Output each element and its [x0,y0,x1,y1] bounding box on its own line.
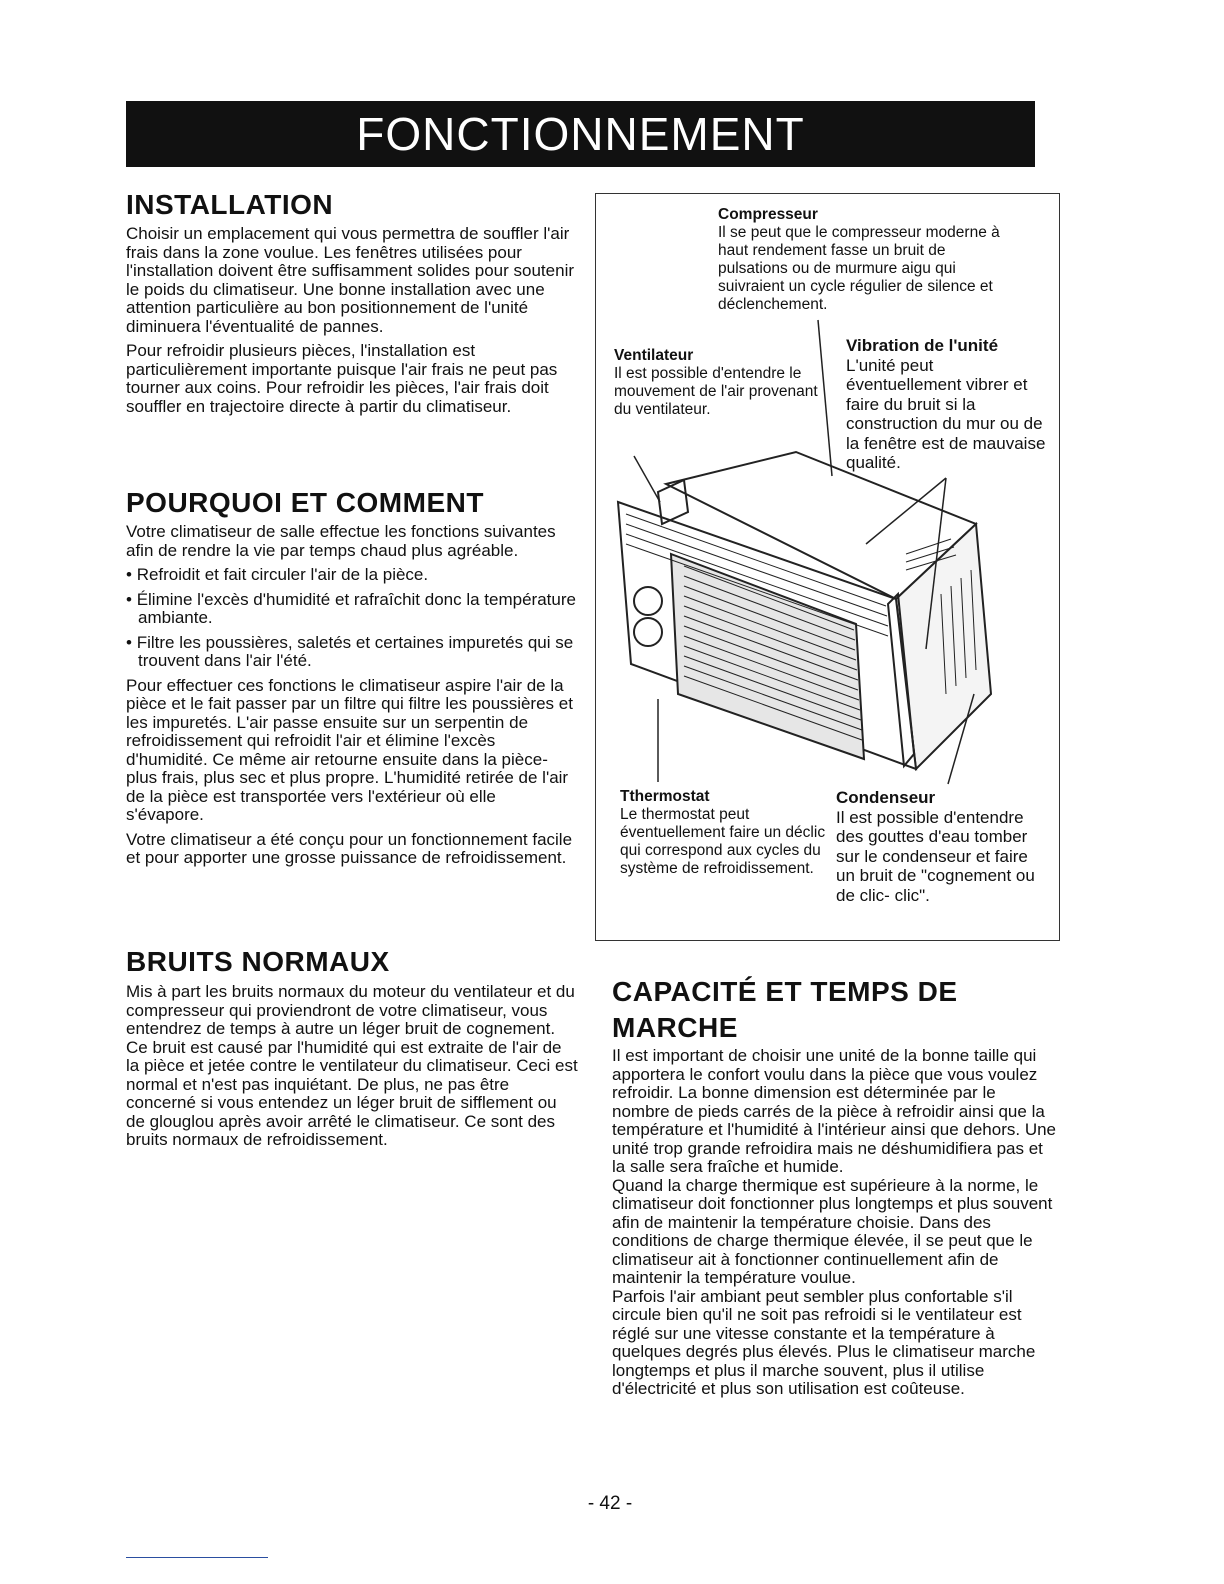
list-item: • Filtre les poussières, saletés et certaines impuretés qui se trouvent dans l'air l'été. [126,634,576,671]
noise-diagram [595,193,1060,941]
list-item: • Refroidit et fait circuler l'air de la pièce. [126,566,576,585]
ventilateur-title: Ventilateur [614,347,694,364]
compresseur-text: Il se peut que le compresseur moderne à haut rendement fasse un bruit de pulsations ou de murmure aigu qui suivraient un cycle régulier de silence et déclenchement. [718,224,1000,313]
bruits-paragraph: Mis à part les bruits normaux du moteur du ventilateur et du compresseur qui proviendront de votre climatiseur, vous entendrez de temps à autre un léger bruit de cognement. Ce bruit est causé par l'humidité qui est extraite de l'air de la pièce et jetée contre le ventilateur du climatiseur. Ceci est normal et n'est pas inquiétant. De plus, ne pas être concerné si vous entendez un léger bruit de sifflement ou de glouglou après avoir arrêté le climatiseur. Ce sont des bruits normaux de refroidissement. [126,982,578,1149]
compresseur-label [718,206,1018,314]
function-list [126,566,576,671]
condenseur-title: Condenseur [836,788,936,807]
ventilateur-label [614,347,824,419]
ventilateur-text: Il est possible d'entendre le mouvement de l'air provenant du ventilateur. [614,365,818,418]
installation-body [126,225,576,422]
pourquoi-paragraph: Votre climatiseur a été conçu pour un fonctionnement facile et pour apporter une grosse puissance de refroidissement. [126,829,573,867]
capacite-paragraph: Il est important de choisir une unité de la bonne taille qui apportera le confort voulu dans la pièce que vous voulez refroidir. La bonne dimension est déterminée par le nombre de pieds carrés de la pièce à refroidir ainsi que la température et l'humidité à l'intérieur ainsi que dehors. Une unité trop grande refroidira mais ne déshumidifiera pas et la salle sera fraîche et humide. [612,1046,1057,1176]
page-title: FONCTIONNEMENT [126,101,1035,167]
list-item: • Élimine l'excès d'humidité et rafraîchit donc la température ambiante. [126,591,576,628]
footer-divider [126,1557,268,1558]
capacite-paragraph: Parfois l'air ambiant peut sembler plus confortable s'il circule bien qu'il ne soit pas refroidi si le ventilateur est réglé sur une vitesse constante et la température à quelques degrés plus élevés. Plus le climatiseur marche longtemps et plus il marche souvent, plus il utilise d'électricité et plus son utilisation est coûteuse. [612,1286,1036,1398]
condenseur-text: Il est possible d'entendre des gouttes d'eau tomber sur le condenseur et faire un bruit de "cognement ou de clic- clic". [836,807,1035,905]
thermostat-title: Tthermostat [620,788,710,805]
condenseur-label [836,788,1051,905]
pourquoi-heading: POURQUOI ET COMMENT [126,487,484,518]
vibration-title: Vibration de l'unité [846,336,999,355]
bruits-heading: BRUITS NORMAUX [126,946,390,977]
thermostat-text: Le thermostat peut éventuellement faire un déclic qui correspond aux cycles du système de refroidissement. [620,806,826,877]
installation-paragraph: Pour refroidir plusieurs pièces, l'installation est particulièrement importante puisque l'air frais ne peut pas tourner aux coins. Pour refroidir les pièces, l'air frais doit souffler en trajectoire directe à partir du climatiseur. [126,341,558,416]
installation-paragraph: Choisir un emplacement qui vous permettra de souffler l'air frais dans la zone voulue. Les fenêtres utilisées pour l'installation doivent être suffisamment solides pour soutenir le poids du climatiseur. Une bonne installation avec une attention particulière au bon positionnement de l'unité diminuera l'éventualité de pannes. [126,224,575,336]
compresseur-title: Compresseur [718,206,818,223]
vibration-label [846,336,1051,473]
pourquoi-body [126,523,576,874]
bruits-body [126,983,578,1156]
capacite-paragraph: Quand la charge thermique est supérieure à la norme, le climatiseur doit fonctionner plus longtemps et plus souvent afin de maintenir la température choisie. Dans des conditions de charge thermique élevée, il se peut que le climatiseur ait à fonctionner continuellement afin de maintenir la température voulue. [612,1175,1053,1287]
page-number: - 42 - [587,1493,633,1514]
installation-heading: INSTALLATION [126,189,334,220]
capacite-body [612,1047,1058,1399]
pourquoi-intro: Votre climatiseur de salle effectue les fonctions suivantes afin de rendre la vie par temps chaud plus agréable. [126,522,556,560]
thermostat-label [620,788,830,878]
vibration-text: L'unité peut éventuellement vibrer et faire du bruit si la construction du mur ou de la fenêtre est de mauvaise qualité. [846,355,1046,472]
pourquoi-paragraph: Pour effectuer ces fonctions le climatiseur aspire l'air de la pièce et le fait passer par un filtre qui filtre les poussières et les impuretés. L'air passe ensuite sur un serpentin de refroidissement qui refroidit l'air et élimine l'excès d'humidité. Ce même air retourne ensuite dans la pièce- plus frais, plus sec et plus propre. L'humidité retirée de l'air de la pièce est transportée vers l'extérieur où elle s'évapore. [126,675,573,824]
capacite-heading: CAPACITÉ ET TEMPS DE MARCHE [612,976,958,1043]
